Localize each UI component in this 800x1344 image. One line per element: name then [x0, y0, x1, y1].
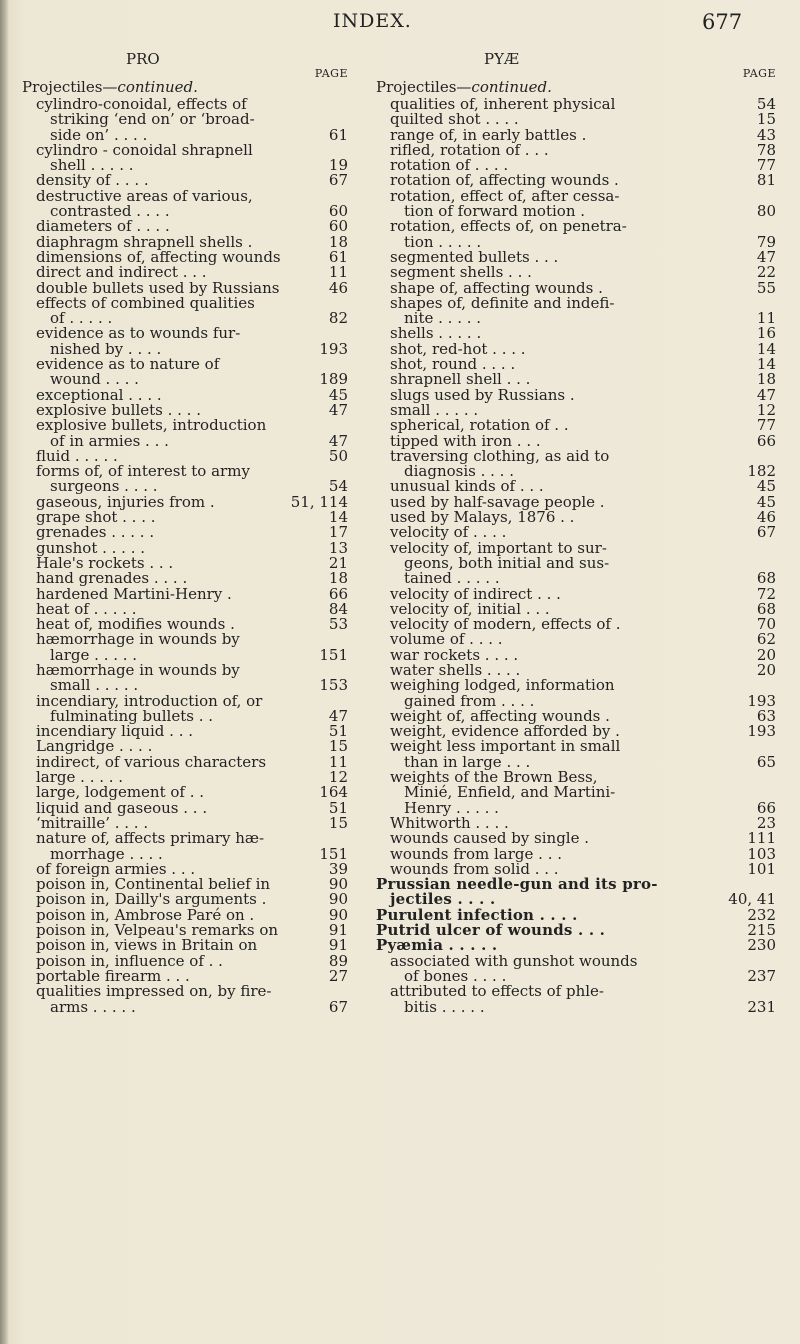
entry-line: grenades . . . . .: [36, 523, 155, 542]
entry-line: shrapnell shell . . .: [390, 370, 531, 389]
page-reference: 14: [756, 355, 776, 374]
index-subentry: [390, 446, 776, 481]
entry-line: segment shells . . .: [390, 263, 532, 282]
entry-line: forms of, of interest to army: [36, 462, 250, 481]
page-reference: 101: [747, 859, 776, 878]
heading-continued: —continued.: [456, 78, 552, 96]
entry-line: liquid and gaseous . . .: [36, 798, 208, 817]
entry-line: heat of, modifies wounds .: [36, 615, 235, 634]
entry-line: Langridge . . . .: [36, 737, 153, 756]
entry-line: tion of forward motion .: [404, 202, 586, 221]
entry-line: velocity of, important to sur-: [390, 538, 607, 557]
index-subentry: [390, 770, 776, 816]
page-reference: 16: [756, 324, 776, 343]
page-reference: 151: [319, 645, 348, 664]
entry-line: Hale's rockets . . .: [36, 553, 174, 572]
entry-line: portable firearm . . .: [36, 966, 190, 985]
entry-line: segmented bullets . . .: [390, 247, 559, 266]
right-top-entry-list: [376, 877, 776, 1015]
entry-line: used by Malays, 1876 . .: [390, 508, 575, 527]
entry-line: hardened Martini-Henry .: [36, 584, 232, 603]
page-reference: 43: [756, 125, 776, 144]
entry-line: incendiary, introduction of, or: [36, 691, 263, 710]
entry-line: velocity of, initial . . .: [390, 599, 550, 618]
entry-line: heat of . . . . .: [36, 599, 137, 618]
index-subentry: [36, 186, 348, 221]
entry-line: shells . . . . .: [390, 324, 482, 343]
entry-text: [36, 831, 290, 862]
entry-line: small . . . . .: [50, 676, 139, 695]
page-reference: 47: [328, 706, 348, 725]
entry-line: of foreign armies . . .: [36, 859, 196, 878]
page-reference: 15: [328, 813, 348, 832]
entry-line: arms . . . . .: [50, 997, 136, 1016]
entry-text: [390, 219, 718, 250]
page-reference: 62: [756, 630, 776, 649]
page-reference: 18: [756, 370, 776, 389]
entry-line: side on’ . . . .: [50, 125, 148, 144]
entry-line: shot, round . . . .: [390, 355, 516, 374]
page-reference: 17: [328, 523, 348, 542]
entry-text: [36, 464, 290, 495]
index-entry: [376, 984, 776, 1015]
entry-line: contrasted . . . .: [50, 202, 170, 221]
entry-text: [376, 877, 718, 908]
entry-text: [36, 632, 290, 663]
page-reference: 61: [328, 125, 348, 144]
entry-line: velocity of modern, effects of .: [390, 615, 621, 634]
entry-line: of in armies . . .: [50, 431, 169, 450]
entry-line: indirect, of various characters: [36, 752, 267, 771]
page-reference: 193: [747, 691, 776, 710]
page-reference: 45: [756, 477, 776, 496]
entry-line: unusual kinds of . . .: [390, 477, 544, 496]
entry-line: Henry . . . . .: [404, 798, 499, 817]
heading-continued: —continued.: [102, 78, 198, 96]
entry-line: explosive bullets . . . .: [36, 400, 201, 419]
page-reference: 47: [328, 431, 348, 450]
entry-text: [36, 660, 290, 695]
entry-line: direct and indirect . . .: [36, 263, 207, 282]
entry-text: [390, 951, 718, 985]
entry-line: traversing clothing, as aid to: [390, 446, 610, 465]
page-reference: 13: [328, 538, 348, 557]
page-reference: 80: [756, 202, 776, 221]
index-subentry: [390, 186, 776, 221]
page-reference: 82: [328, 309, 348, 328]
page-reference: 151: [319, 844, 348, 863]
page-reference: 11: [328, 263, 348, 282]
entry-line: fulminating bullets . .: [50, 706, 214, 725]
page-reference: 215: [747, 921, 776, 940]
page-reference: 15: [328, 737, 348, 756]
entry-line: incendiary liquid . . .: [36, 722, 194, 741]
page-reference: 20: [756, 645, 776, 664]
entry-line: Prussian needle-gun and its pro-: [376, 875, 658, 894]
page-reference: 12: [328, 768, 348, 787]
page-reference: 46: [328, 278, 348, 297]
entry-line: diameters of . . . .: [36, 217, 170, 236]
page-reference: 15: [756, 110, 776, 129]
entry-line: gaseous, injuries from .: [36, 492, 215, 511]
page-reference: 19: [328, 156, 348, 175]
entry-line: volume of . . . .: [390, 630, 503, 649]
entry-line: small . . . . .: [390, 400, 479, 419]
index-subentry: [36, 418, 348, 449]
page-reference: 68: [756, 599, 776, 618]
entry-line: ‘mitraille’ . . . .: [36, 813, 149, 832]
index-subentry: [390, 219, 776, 250]
entry-line: hæmorrhage in wounds by: [36, 630, 240, 649]
entry-text: [36, 186, 290, 221]
page-reference: 90: [328, 905, 348, 924]
page-reference: 232: [747, 905, 776, 924]
entry-line: used by half-savage people .: [390, 492, 605, 511]
entry-line: Minié, Enfield, and Martini-: [404, 783, 616, 802]
index-entry: [376, 951, 776, 985]
page-reference: 11: [756, 309, 776, 328]
entry-text: [36, 293, 290, 328]
entry-line: effects of combined qualities: [36, 293, 255, 312]
entry-line: attributed to effects of phle-: [390, 982, 604, 1001]
entry-line: rotation, effects of, on penetra-: [390, 217, 627, 236]
entry-line: wounds from large . . .: [390, 844, 563, 863]
guide-word: PYÆ: [484, 50, 520, 68]
entry-line: rotation, effect of, after cessa-: [390, 186, 620, 205]
page-reference: 111: [747, 829, 776, 848]
page-reference: 91: [328, 921, 348, 940]
page-reference: 231: [747, 997, 776, 1016]
page-reference: 60: [328, 217, 348, 236]
page-reference: 54: [756, 95, 776, 113]
guide-word: PRO: [126, 50, 160, 68]
heading-main: Projectiles: [376, 78, 457, 96]
page-reference: 47: [756, 385, 776, 404]
entry-line: evidence as to nature of: [36, 355, 220, 374]
entry-line: of . . . . .: [50, 309, 113, 328]
index-subentry: [36, 984, 348, 1015]
page-reference: 66: [328, 584, 348, 603]
page-reference: 91: [328, 936, 348, 955]
page-reference: 89: [328, 951, 348, 970]
entry-line: hæmorrhage in wounds by: [36, 660, 240, 679]
page-reference: 39: [328, 859, 348, 878]
entry-line: associated with gunshot wounds: [390, 951, 638, 970]
page-reference: 164: [319, 783, 348, 802]
page-reference: 230: [747, 936, 776, 955]
index-subentry: [36, 464, 348, 495]
running-head-title: INDEX.: [333, 10, 412, 32]
entry-text: [390, 293, 718, 328]
entry-line: tained . . . . .: [404, 569, 500, 588]
entry-text: [390, 678, 718, 709]
page-reference: 81: [756, 171, 776, 190]
page-reference: 14: [328, 508, 348, 527]
entry-line: morrhage . . . .: [50, 844, 163, 863]
index-subentry: [36, 97, 348, 143]
index-subentry: [36, 660, 348, 695]
entry-line: poison in, Ambrose Paré on .: [36, 905, 255, 924]
entry-line: nature of, affects primary hæ-: [36, 829, 265, 848]
page-reference: 47: [756, 247, 776, 266]
entry-line: velocity of indirect . . .: [390, 584, 561, 603]
entry-line: rifled, rotation of . . .: [390, 140, 549, 159]
entry-line: geons, both initial and sus-: [404, 553, 610, 572]
page-reference: 60: [328, 202, 348, 221]
page-reference: 18: [328, 232, 348, 251]
index-subentry: [390, 678, 776, 709]
page-reference: 47: [328, 400, 348, 419]
entry-line: poison in, views in Britain on: [36, 936, 258, 955]
page-reference: 63: [756, 706, 776, 725]
entry-line: nite . . . . .: [404, 309, 482, 328]
entry-line: Putrid ulcer of wounds . . .: [376, 921, 606, 940]
entry-text: [36, 97, 290, 143]
page-reference: 193: [747, 722, 776, 741]
page-reference: 90: [328, 875, 348, 894]
entry-line: shell . . . . .: [50, 156, 134, 175]
page-reference: 67: [756, 523, 776, 542]
entry-line: poison in, Dailly's arguments .: [36, 890, 267, 909]
page-reference: 54: [328, 477, 348, 496]
entry-line: evidence as to wounds fur-: [36, 324, 241, 343]
index-subentry: [36, 140, 348, 175]
entry-line: poison in, Continental belief in: [36, 875, 271, 894]
page-reference: 79: [756, 232, 776, 251]
page-reference: 84: [328, 599, 348, 618]
page-reference: 23: [756, 813, 776, 832]
entry-text: [36, 140, 290, 175]
page-column-label: PAGE: [314, 67, 348, 80]
page-reference: 77: [756, 416, 776, 435]
entry-line: water shells . . . .: [390, 660, 521, 679]
page-reference: 27: [328, 966, 348, 985]
page-reference: 45: [756, 492, 776, 511]
entry-line: slugs used by Russians .: [390, 385, 575, 404]
index-subentry: [36, 293, 348, 328]
entry-text: [390, 984, 718, 1015]
entry-line: spherical, rotation of . .: [390, 416, 569, 435]
entry-line: tion . . . . .: [404, 232, 482, 251]
page-reference: 193: [319, 339, 348, 358]
entry-line: wounds from solid . . .: [390, 859, 559, 878]
page-reference: 51, 114: [290, 492, 348, 511]
entry-line: tipped with iron . . .: [390, 431, 541, 450]
page-reference: 11: [328, 752, 348, 771]
page-reference: 237: [747, 966, 776, 985]
page-reference: 21: [328, 553, 348, 572]
index-subentry: [390, 739, 776, 770]
page-column-label: PAGE: [742, 67, 776, 80]
entry-line: Purulent infection . . . .: [376, 905, 578, 924]
page-reference: 182: [747, 462, 776, 481]
entry-text: [390, 186, 718, 221]
page-reference: 61: [328, 247, 348, 266]
entry-text: [390, 446, 718, 481]
entry-line: of bones . . . .: [404, 966, 507, 985]
entry-line: rotation of, affecting wounds .: [390, 171, 619, 190]
left-entry-list: [22, 97, 348, 1015]
left-column: [22, 52, 348, 1015]
entry-line: gained from . . . .: [404, 691, 535, 710]
page-reference: 189: [319, 370, 348, 389]
entry-line: gunshot . . . . .: [36, 538, 146, 557]
entry-line: qualities impressed on, by fire-: [36, 982, 272, 1001]
entry-line: than in large . . .: [404, 752, 531, 771]
entry-line: shape of, affecting wounds .: [390, 278, 603, 297]
page-reference: 50: [328, 446, 348, 465]
index-entry: [376, 877, 776, 908]
entry-line: diaphragm shrapnell shells .: [36, 232, 253, 251]
page-reference: 72: [756, 584, 776, 603]
page-reference: 77: [756, 156, 776, 175]
entry-line: wound . . . .: [50, 370, 139, 389]
page-reference: 51: [328, 798, 348, 817]
left-column-header: [22, 50, 348, 80]
entry-line: wounds caused by single .: [390, 829, 590, 848]
entry-line: large, lodgement of . .: [36, 783, 205, 802]
entry-text: [390, 739, 718, 770]
right-column: [376, 52, 776, 1015]
page-reference: 70: [756, 615, 776, 634]
index-subentry: [36, 691, 348, 725]
entry-line: weight of, affecting wounds .: [390, 706, 610, 725]
page-reference: 55: [756, 278, 776, 297]
page-reference: 53: [328, 615, 348, 634]
entry-text: [36, 984, 290, 1015]
entry-line: explosive bullets, introduction: [36, 416, 267, 435]
page-reference: 46: [756, 508, 776, 527]
entry-text: [36, 357, 290, 388]
page-number: 677: [702, 10, 743, 34]
entry-line: density of . . . .: [36, 171, 149, 190]
entry-line: dimensions of, affecting wounds: [36, 247, 281, 266]
book-spine-shadow: [0, 0, 9, 1344]
entry-line: nished by . . . .: [50, 339, 162, 358]
index-subentry: [36, 357, 348, 388]
right-column-header: [376, 50, 776, 80]
entry-line: shapes of, definite and indefi-: [390, 293, 615, 312]
heading-main: Projectiles: [22, 78, 103, 96]
entry-line: large . . . . .: [36, 768, 124, 787]
page-reference: 20: [756, 660, 776, 679]
entry-line: quilted shot . . . .: [390, 110, 519, 129]
entry-line: rotation of . . . .: [390, 156, 509, 175]
running-head: [0, 10, 800, 40]
entry-text: [36, 326, 290, 357]
page-reference: 103: [747, 844, 776, 863]
entry-line: range of, in early battles .: [390, 125, 587, 144]
entry-line: cylindro-conoidal, effects of: [36, 95, 247, 113]
entry-line: large . . . . .: [50, 645, 138, 664]
page-reference: 67: [328, 997, 348, 1016]
index-subentry: [390, 538, 776, 588]
entry-line: cylindro - conoidal shrapnell: [36, 140, 253, 159]
entry-line: qualities of, inherent physical: [390, 95, 616, 113]
index-subentry: [36, 326, 348, 357]
entry-line: jectiles . . . .: [390, 890, 496, 909]
index-subentry: [36, 831, 348, 862]
entry-line: hand grenades . . . .: [36, 569, 188, 588]
page-reference: 40, 41: [728, 890, 776, 909]
entry-line: bitis . . . . .: [404, 997, 485, 1016]
entry-line: exceptional . . . .: [36, 385, 162, 404]
page-reference: 18: [328, 569, 348, 588]
page-reference: 90: [328, 890, 348, 909]
entry-line: striking ‘end on’ or ‘broad-: [50, 110, 255, 129]
entry-line: weighing lodged, information: [390, 676, 615, 695]
page-reference: 66: [756, 431, 776, 450]
entry-line: fluid . . . . .: [36, 446, 118, 465]
entry-line: poison in, Velpeau's remarks on: [36, 921, 279, 940]
entry-line: destructive areas of various,: [36, 186, 253, 205]
page-reference: 153: [319, 676, 348, 695]
entry-line: weight less important in small: [390, 737, 621, 756]
page-reference: 68: [756, 569, 776, 588]
page-reference: 78: [756, 140, 776, 159]
page-reference: 12: [756, 400, 776, 419]
entry-line: Whitworth . . . .: [390, 813, 509, 832]
page-reference: 67: [328, 171, 348, 190]
entry-line: Pyæmia . . . . .: [376, 936, 498, 955]
entry-line: diagnosis . . . .: [404, 462, 514, 481]
right-entry-list: [376, 97, 776, 877]
entry-line: velocity of . . . .: [390, 523, 507, 542]
entry-line: weight, evidence afforded by .: [390, 722, 620, 741]
page-reference: 65: [756, 752, 776, 771]
entry-line: war rockets . . . .: [390, 645, 519, 664]
page-reference: 22: [756, 263, 776, 282]
page-reference: 14: [756, 339, 776, 358]
page-reference: 66: [756, 798, 776, 817]
entry-text: [390, 770, 718, 816]
entry-text: [36, 418, 290, 449]
page-reference: 45: [328, 385, 348, 404]
entry-line: poison in, influence of . .: [36, 951, 223, 970]
entry-line: double bullets used by Russians: [36, 278, 280, 297]
page-reference: 51: [328, 722, 348, 741]
entry-text: [390, 538, 718, 588]
entry-text: [36, 691, 290, 725]
entry-line: weights of the Brown Bess,: [390, 768, 598, 787]
index-subentry: [390, 293, 776, 328]
entry-line: shot, red-hot . . . .: [390, 339, 526, 358]
entry-line: surgeons . . . .: [50, 477, 158, 496]
entry-line: grape shot . . . .: [36, 508, 156, 527]
index-subentry: [36, 632, 348, 663]
